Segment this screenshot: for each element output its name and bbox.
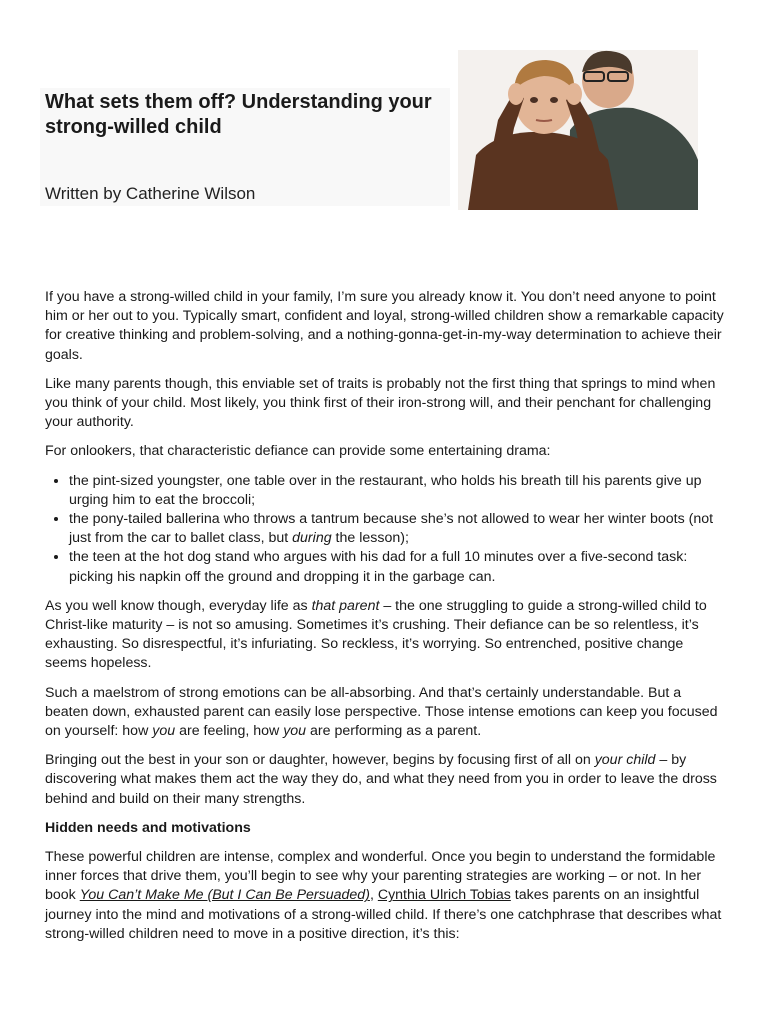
paragraph-text: As you well know though, everyday life as	[45, 597, 312, 614]
paragraph-maelstrom	[45, 684, 725, 742]
paragraph-onlookers: For onlookers, that characteristic defiance can provide some entertaining drama:	[45, 443, 551, 460]
section-heading: Hidden needs and motivations	[45, 819, 251, 836]
paragraph-emphasis: you	[152, 723, 176, 740]
book-link[interactable]: You Can’t Make Me (But I Can Be Persuaded)	[79, 887, 370, 904]
article-photo	[458, 50, 698, 210]
list-item-text: the lesson);	[331, 530, 409, 547]
photo-illustration	[458, 50, 698, 210]
paragraph-powerful	[45, 848, 725, 944]
list-item-emphasis: during	[292, 530, 332, 547]
list-item	[69, 510, 725, 548]
list-item: • the pint-sized youngster, one table over in the restaurant, who holds his breath till his parents give up urging him to eat the broccoli;	[69, 472, 725, 510]
paragraph-traits: Like many parents though, this enviable set of traits is probably not the first thing that springs to mind when you think of your child. Most likely, you think first of their iron-strong will, and their penchant for challenging your authority.	[45, 375, 716, 431]
paragraph-text: – the one struggling to guide a strong-willed child to Christ-like maturity – is not so amusing. Sometimes it’s crushing. Their defiance can be so relentless, it’s exhausting. So disrespectful, it’s infuriating. So reckless, it’s worrying. So entrenched, positive change seems hopeless.	[45, 597, 707, 672]
paragraph-intro: If you have a strong-willed child in your family, I’m sure you already know it. You don’t need anyone to point him or her out to you. Typically smart, confident and loyal, strong-willed children show a remarkable capacity for creative thinking and problem-solving, and a nothing-gonna-get-in-my-way determination to achieve their goals.	[45, 289, 724, 363]
paragraph-text: – by discovering what makes them act the way they do, and what they need from you in order to leave the dross behind and build on their many strengths.	[45, 752, 717, 807]
list-item: • the teen at the hot dog stand who argues with his dad for a full 10 minutes over a five-second task: picking his napkin off the ground and dropping it in the garbage can.	[69, 548, 725, 586]
paragraph-emphasis: you	[283, 723, 307, 740]
paragraph-text: are performing as a parent.	[306, 723, 482, 740]
paragraph-text: Bringing out the best in your son or daughter, however, begins by focusing first of all on	[45, 752, 595, 769]
paragraph-text: These powerful children are intense, complex and wonderful. Once you begin to understand the formidable inner forces that drive them, you’ll begin to see why your parenting strategies are working – or not. In her book	[45, 849, 716, 904]
article-title: What sets them off? Understanding your strong-willed child	[45, 91, 432, 138]
paragraph-text: takes parents on an insightful journey into the mind and motivations of a strong-willed child. If there’s one catchphrase that describes what strong-willed children need to move in a positive direction, it’s this:	[45, 887, 722, 942]
article-byline: Written by Catherine Wilson	[45, 184, 256, 203]
paragraph-emphasis: that parent	[311, 597, 380, 614]
author-link[interactable]: Cynthia Ulrich Tobias	[377, 887, 511, 904]
paragraph-best	[45, 751, 725, 809]
article-body	[45, 288, 725, 954]
examples-list	[45, 472, 725, 587]
list-item-text: the pony-tailed ballerina who throws a tantrum because she’s not allowed to wear her winter boots (not just from the car to ballet class, but	[69, 511, 714, 547]
paragraph-emphasis: your child	[594, 752, 656, 769]
paragraph-text: are feeling, how	[175, 723, 284, 740]
paragraph-text: Such a maelstrom of strong emotions can be all-absorbing. And that’s certainly understandable. But a beaten down, exhausted parent can easily lose perspective. Those intense emotions can keep you focused on yourself: how	[45, 684, 718, 740]
paragraph-text: ,	[369, 887, 378, 904]
paragraph-that-parent	[45, 597, 725, 674]
